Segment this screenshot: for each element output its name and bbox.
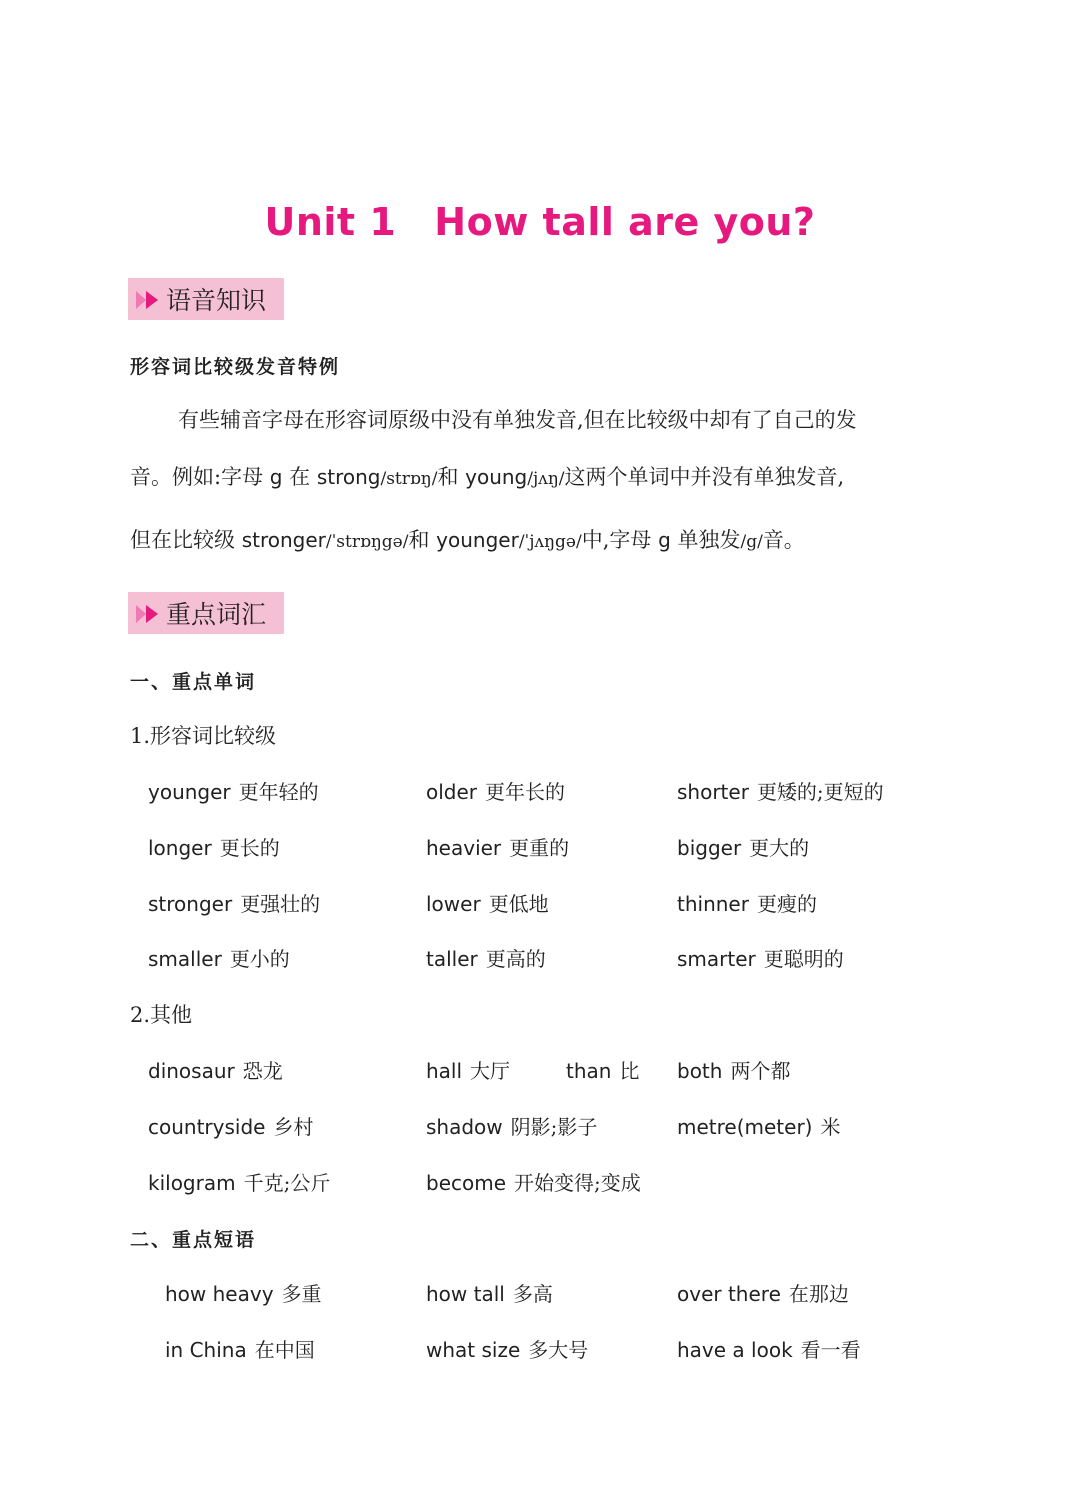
vocab-meaning: 多重 bbox=[281, 1282, 322, 1306]
text-run: 音。例如:字母 bbox=[130, 465, 270, 489]
vocab-item bbox=[677, 1111, 840, 1140]
page-title bbox=[0, 200, 1080, 244]
vocab-meaning: 更长的 bbox=[219, 836, 280, 860]
phrase-item bbox=[426, 1334, 588, 1363]
vocab-meaning: 更高的 bbox=[485, 947, 546, 971]
phonetic-transcription: /strɒŋ/ bbox=[380, 469, 438, 489]
vocab-item bbox=[148, 832, 280, 861]
double-arrow-icon bbox=[134, 278, 164, 320]
phrase-item bbox=[677, 1278, 849, 1307]
vocab-word: younger bbox=[148, 780, 231, 804]
vocab-item bbox=[148, 776, 319, 805]
vocab-meaning: 恐龙 bbox=[242, 1059, 283, 1083]
vocab-word: smarter bbox=[677, 947, 756, 971]
vocab-word: dinosaur bbox=[148, 1059, 235, 1083]
vocab-meaning: 乡村 bbox=[273, 1115, 314, 1139]
vocab-word: become bbox=[426, 1171, 507, 1195]
text-run: 音。 bbox=[762, 528, 805, 552]
phonetic-transcription: /ˈjʌŋgə/ bbox=[518, 532, 582, 552]
vocab-meaning: 更年轻的 bbox=[238, 780, 319, 804]
phrase-item bbox=[426, 1278, 553, 1307]
vocab-word: both bbox=[677, 1059, 723, 1083]
paragraph-line bbox=[178, 405, 968, 435]
vocab-meaning: 在中国 bbox=[254, 1338, 315, 1362]
english-word: young bbox=[465, 465, 528, 489]
phonetic-transcription: /jʌŋ/ bbox=[527, 469, 565, 489]
vocab-word: than bbox=[566, 1059, 612, 1083]
vocab-item bbox=[566, 1055, 639, 1084]
key-phrases-heading: 二、重点短语 bbox=[130, 1229, 257, 1251]
english-word: stronger bbox=[241, 528, 326, 552]
vocab-word: kilogram bbox=[148, 1171, 236, 1195]
vocab-word: what size bbox=[426, 1338, 521, 1362]
vocab-meaning: 开始变得;变成 bbox=[514, 1171, 641, 1195]
text-run: 在 bbox=[282, 465, 317, 489]
vocab-meaning: 阴影;影子 bbox=[510, 1115, 598, 1139]
vocab-item bbox=[677, 888, 817, 917]
vocab-word: over there bbox=[677, 1282, 781, 1306]
vocab-meaning: 更瘦的 bbox=[756, 892, 817, 916]
section-tag-pronunciation bbox=[128, 278, 284, 320]
vocab-item bbox=[677, 832, 809, 861]
vocab-word: hall bbox=[426, 1059, 463, 1083]
vocab-meaning: 更强壮的 bbox=[240, 892, 321, 916]
vocab-item bbox=[677, 1055, 790, 1084]
vocab-word: in China bbox=[165, 1338, 247, 1362]
vocab-word: how tall bbox=[426, 1282, 505, 1306]
vocab-meaning: 更小的 bbox=[229, 947, 290, 971]
vocab-item bbox=[148, 943, 290, 972]
vocab-word: smaller bbox=[148, 947, 222, 971]
vocab-word: heavier bbox=[426, 836, 502, 860]
vocab-word: bigger bbox=[677, 836, 742, 860]
vocab-item bbox=[677, 943, 844, 972]
vocab-meaning: 更大的 bbox=[749, 836, 810, 860]
vocab-word: how heavy bbox=[165, 1282, 274, 1306]
vocab-item bbox=[148, 1167, 330, 1196]
vocab-meaning: 多大号 bbox=[528, 1338, 589, 1362]
text-run: 和 bbox=[408, 528, 437, 552]
vocab-item bbox=[426, 1111, 597, 1140]
text-run: 单独发 bbox=[670, 528, 741, 552]
english-word: strong bbox=[316, 465, 381, 489]
adjectives-subheading: 1.形容词比较级 bbox=[130, 724, 277, 748]
vocab-word: countryside bbox=[148, 1115, 266, 1139]
english-word: younger bbox=[436, 528, 519, 552]
vocab-meaning: 更低地 bbox=[488, 892, 549, 916]
english-word: g bbox=[269, 465, 283, 489]
vocab-word: have a look bbox=[677, 1338, 793, 1362]
vocab-item bbox=[426, 1055, 510, 1084]
vocab-item bbox=[426, 776, 565, 805]
phonetic-transcription: /g/ bbox=[740, 532, 763, 552]
vocab-item bbox=[426, 888, 549, 917]
vocab-item bbox=[148, 1111, 313, 1140]
unit-name: How tall are you? bbox=[434, 200, 816, 244]
phrase-item bbox=[165, 1334, 315, 1363]
vocab-meaning: 两个都 bbox=[730, 1059, 791, 1083]
vocab-item bbox=[148, 888, 320, 917]
vocab-meaning: 大厅 bbox=[470, 1059, 511, 1083]
text-run: 中,字母 bbox=[581, 528, 659, 552]
double-arrow-icon bbox=[134, 592, 164, 634]
section-subtitle: 形容词比较级发音特例 bbox=[130, 356, 341, 378]
vocab-word: metre(meter) bbox=[677, 1115, 813, 1139]
phrase-item bbox=[165, 1278, 322, 1307]
text-run: 和 bbox=[437, 465, 466, 489]
vocab-meaning: 多高 bbox=[512, 1282, 553, 1306]
vocab-word: shadow bbox=[426, 1115, 503, 1139]
phonetic-transcription: /ˈstrɒŋgə/ bbox=[325, 532, 409, 552]
key-words-heading: 一、重点单词 bbox=[130, 671, 257, 693]
vocab-word: stronger bbox=[148, 892, 233, 916]
unit-number: Unit 1 bbox=[264, 200, 397, 244]
phrase-item bbox=[677, 1334, 861, 1363]
vocab-item bbox=[677, 776, 884, 805]
vocab-word: older bbox=[426, 780, 478, 804]
vocab-item bbox=[426, 943, 546, 972]
section-tag-vocabulary bbox=[128, 592, 284, 634]
vocab-word: thinner bbox=[677, 892, 749, 916]
text-run: 这两个单词中并没有单独发音, bbox=[564, 465, 845, 489]
vocab-word: shorter bbox=[677, 780, 749, 804]
paragraph-line bbox=[130, 462, 960, 494]
others-subheading: 2.其他 bbox=[130, 1003, 193, 1027]
vocab-meaning: 更年长的 bbox=[485, 780, 566, 804]
text-run: 有些辅音字母在形容词原级中没有单独发音,但在比较级中却有了自己的发 bbox=[178, 408, 857, 432]
paragraph-line bbox=[130, 525, 960, 557]
vocab-word: lower bbox=[426, 892, 481, 916]
section-label: 语音知识 bbox=[166, 286, 267, 315]
vocab-meaning: 看一看 bbox=[800, 1338, 861, 1362]
vocab-meaning: 千克;公斤 bbox=[243, 1171, 331, 1195]
vocab-meaning: 米 bbox=[820, 1115, 841, 1139]
vocab-item bbox=[426, 1167, 641, 1196]
vocab-meaning: 比 bbox=[619, 1059, 640, 1083]
vocab-meaning: 更聪明的 bbox=[763, 947, 844, 971]
english-word: g bbox=[658, 528, 671, 552]
vocab-item bbox=[426, 832, 569, 861]
vocab-item bbox=[148, 1055, 283, 1084]
text-run: 但在比较级 bbox=[130, 528, 242, 552]
vocab-word: longer bbox=[148, 836, 212, 860]
vocab-word: taller bbox=[426, 947, 478, 971]
vocab-meaning: 在那边 bbox=[788, 1282, 849, 1306]
vocab-meaning: 更矮的;更短的 bbox=[756, 780, 884, 804]
section-label: 重点词汇 bbox=[166, 600, 267, 629]
vocab-meaning: 更重的 bbox=[509, 836, 570, 860]
